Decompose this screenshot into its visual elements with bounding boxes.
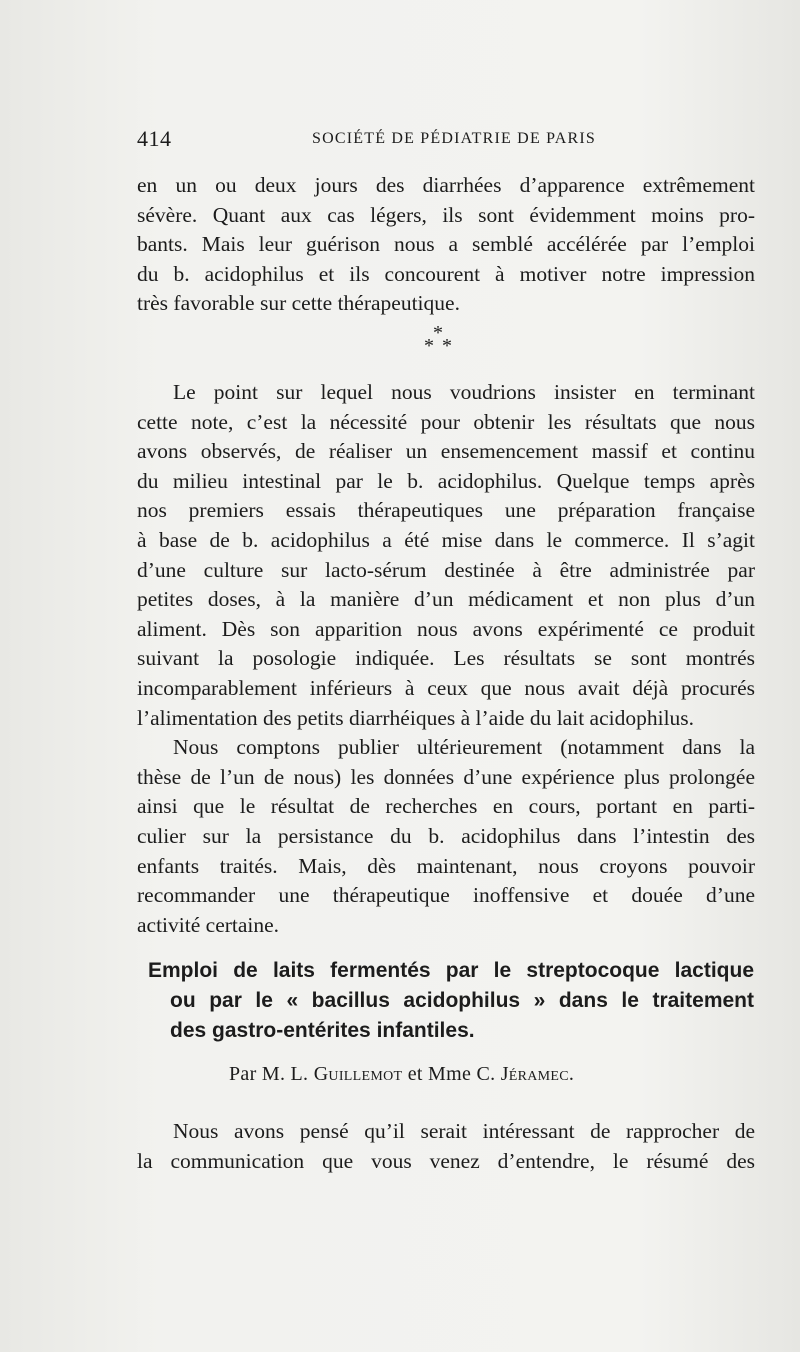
text-line: l’alimentation des petits diarrhéiques à l’aide du lait acidophilus. xyxy=(137,705,695,730)
text-line: très favorable sur cette thérapeutique. xyxy=(137,291,460,316)
text-line: recommander une thérapeutique inoffensive et douée d’une xyxy=(137,883,755,908)
title-line: ou par le « bacillus acidophilus » dans le traitement xyxy=(170,989,754,1012)
text-line: nos premiers essais thérapeutiques une préparation française xyxy=(137,498,755,523)
text-line: en un ou deux jours des diarrhées d’apparence extrêmement xyxy=(137,173,755,197)
text-line: avons observés, de réaliser un ensemencement massif et continu xyxy=(137,439,755,464)
text-line: aliment. Dès son apparition nous avons expérimenté ce produit xyxy=(137,616,755,641)
text-line: incomparablement inférieurs à ceux que nous avait déjà procurés xyxy=(137,675,755,700)
running-head: SOCIÉTÉ DE PÉDIATRIE DE PARIS xyxy=(312,130,596,147)
asterism-separator xyxy=(420,323,460,363)
text-line: thèse de l’un de nous) les données d’une expérience plus prolongée xyxy=(137,764,755,789)
paragraph-conclusion xyxy=(137,378,755,940)
text-line: sévère. Quant aux cas légers, ils sont évidemment moins pro- xyxy=(137,202,755,227)
asterisk: * xyxy=(442,335,452,357)
authors-prefix: Par M. L. xyxy=(229,1063,309,1085)
text-line: suivant la posologie indiquée. Les résultats se sont montrés xyxy=(137,646,755,671)
title-line: Emploi de laits fermentés par le streptocoque lactique xyxy=(148,959,754,982)
text-line: cette note, c’est la nécessité pour obtenir les résultats que nous xyxy=(137,409,755,434)
author-name: Guillemot xyxy=(313,1063,403,1085)
text-line: d’une culture sur lacto-sérum destinée à être administrée par xyxy=(137,557,755,582)
title-line: des gastro-entérites infantiles. xyxy=(170,1019,475,1042)
text-line: Le point sur lequel nous voudrions insister en terminant xyxy=(173,380,755,404)
text-line: du milieu intestinal par le b. acidophilus. Quelque temps après xyxy=(137,468,755,493)
text-line: Nous comptons publier ultérieurement (notamment dans la xyxy=(173,735,755,760)
text-line: petites doses, à la manière d’un médicament et non plus d’un xyxy=(137,587,755,612)
paragraph-intro xyxy=(137,1117,755,1176)
page-number: 414 xyxy=(137,126,172,151)
author-name: Jéramec. xyxy=(500,1063,575,1085)
article-title xyxy=(148,956,754,1046)
page-header xyxy=(137,126,757,156)
asterisk: * xyxy=(424,335,434,357)
text-line: activité certaine. xyxy=(137,912,280,937)
text-line: à base de b. acidophilus a été mise dans le commerce. Il s’agit xyxy=(137,527,755,552)
article-authors xyxy=(229,1063,574,1086)
text-line: culier sur la persistance du b. acidophilus dans l’intestin des xyxy=(137,823,755,848)
authors-connector: et Mme C. xyxy=(407,1063,496,1085)
paragraph-continuation xyxy=(137,171,755,319)
text-line: du b. acidophilus et ils concourent à motiver notre impression xyxy=(137,261,755,286)
asterisk: * xyxy=(433,322,443,344)
text-line: enfants traités. Mais, dès maintenant, nous croyons pouvoir xyxy=(137,853,755,878)
text-line: ainsi que le résultat de recherches en cours, portant en parti- xyxy=(137,794,755,819)
text-line: la communication que vous venez d’entendre, le résumé des xyxy=(137,1148,755,1173)
text-line: Nous avons pensé qu’il serait intéressant de rapprocher de xyxy=(173,1119,755,1143)
text-line: bants. Mais leur guérison nous a semblé accélérée par l’emploi xyxy=(137,232,755,257)
